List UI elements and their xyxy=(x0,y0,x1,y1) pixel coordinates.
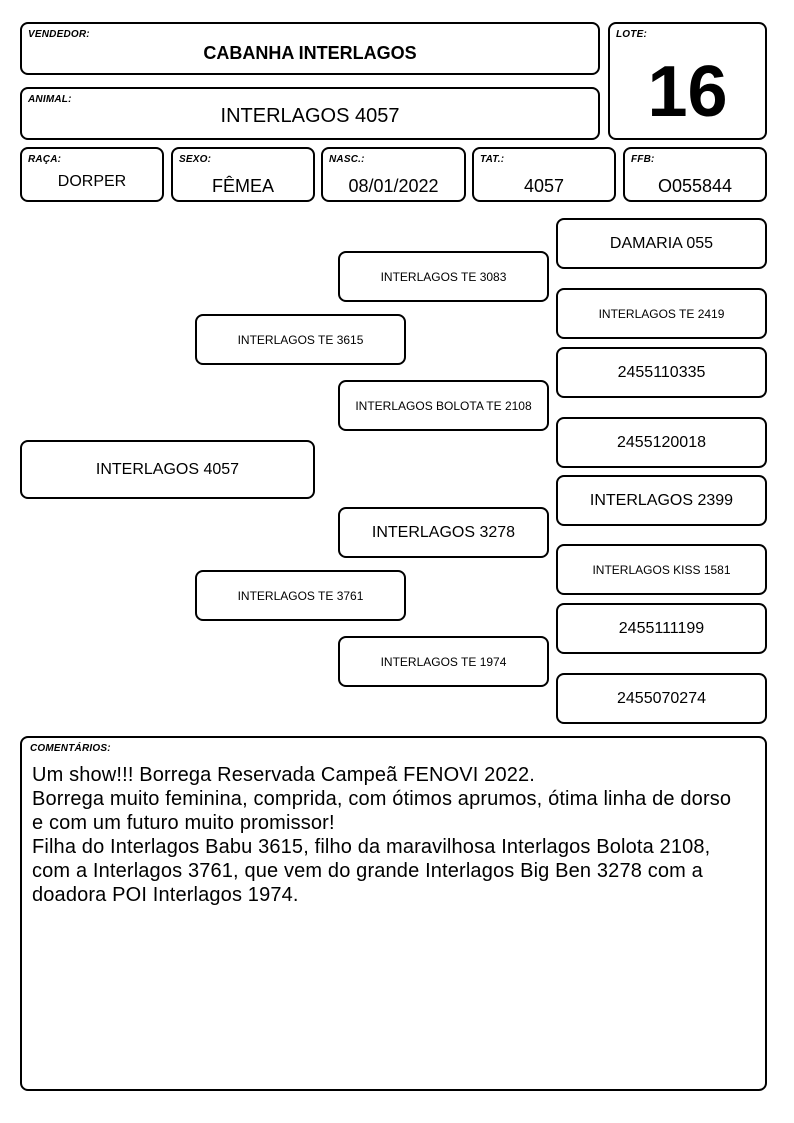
ffb-value: O055844 xyxy=(657,176,733,196)
lote-box xyxy=(608,22,767,140)
comments-text xyxy=(32,763,753,907)
comment-line: Filha do Interlagos Babu 3615, filho da maravilhosa Interlagos Bolota 2108, xyxy=(32,836,711,858)
comment-line: e com um futuro muito promissor! xyxy=(32,812,335,834)
tat-value: 4057 xyxy=(523,176,565,196)
nasc-value: 08/01/2022 xyxy=(348,176,439,196)
raca-value: DORPER xyxy=(57,173,127,190)
raca-label: RAÇA: xyxy=(28,154,62,165)
animal-box xyxy=(20,87,600,140)
comments-label: COMENTÁRIOS: xyxy=(30,743,111,754)
comments-box xyxy=(20,736,767,1091)
pedigree-sire-sire-sire: DAMARIA 055 xyxy=(556,218,767,269)
sexo-box xyxy=(171,147,315,202)
comment-line: com a Interlagos 3761, que vem do grande Interlagos Big Ben 3278 com a xyxy=(32,860,703,882)
animal-label: ANIMAL: xyxy=(28,94,72,105)
nasc-box xyxy=(321,147,466,202)
lote-number: 16 xyxy=(647,52,728,132)
pedigree-sire-dam-sire: 2455110335 xyxy=(556,347,767,398)
pedigree-dam-sire-sire: INTERLAGOS 2399 xyxy=(556,475,767,526)
tat-box xyxy=(472,147,616,202)
animal-value: INTERLAGOS 4057 xyxy=(220,105,400,127)
pedigree-sire: INTERLAGOS TE 3615 xyxy=(195,314,406,365)
sexo-value: FÊMEA xyxy=(211,176,274,196)
comment-line: doadora POI Interlagos 1974. xyxy=(32,884,299,906)
pedigree-dam-dam-dam: 2455070274 xyxy=(556,673,767,724)
raca-box xyxy=(20,147,164,202)
nasc-label: NASC.: xyxy=(329,154,365,165)
vendedor-value: CABANHA INTERLAGOS xyxy=(203,43,417,63)
pedigree-animal: INTERLAGOS 4057 xyxy=(20,440,315,499)
pedigree-dam: INTERLAGOS TE 3761 xyxy=(195,570,406,621)
pedigree-dam-sire: INTERLAGOS 3278 xyxy=(338,507,549,558)
comment-line: Um show!!! Borrega Reservada Campeã FENOVI 2022. xyxy=(32,764,535,786)
vendedor-box xyxy=(20,22,600,75)
lote-label: LOTE: xyxy=(616,29,647,40)
vendedor-label: VENDEDOR: xyxy=(28,29,90,40)
tat-label: TAT.: xyxy=(480,154,505,165)
ffb-box xyxy=(623,147,767,202)
ffb-label: FFB: xyxy=(631,154,655,165)
comment-line: Borrega muito feminina, comprida, com ótimos aprumos, ótima linha de dorso xyxy=(32,788,732,810)
pedigree-sire-sire-dam: INTERLAGOS TE 2419 xyxy=(556,288,767,339)
pedigree-dam-dam: INTERLAGOS TE 1974 xyxy=(338,636,549,687)
pedigree-dam-dam-sire: 2455111199 xyxy=(556,603,767,654)
sexo-label: SEXO: xyxy=(179,154,212,165)
pedigree-sire-sire: INTERLAGOS TE 3083 xyxy=(338,251,549,302)
pedigree-sire-dam-dam: 2455120018 xyxy=(556,417,767,468)
pedigree-sire-dam: INTERLAGOS BOLOTA TE 2108 xyxy=(338,380,549,431)
pedigree-dam-sire-dam: INTERLAGOS KISS 1581 xyxy=(556,544,767,595)
